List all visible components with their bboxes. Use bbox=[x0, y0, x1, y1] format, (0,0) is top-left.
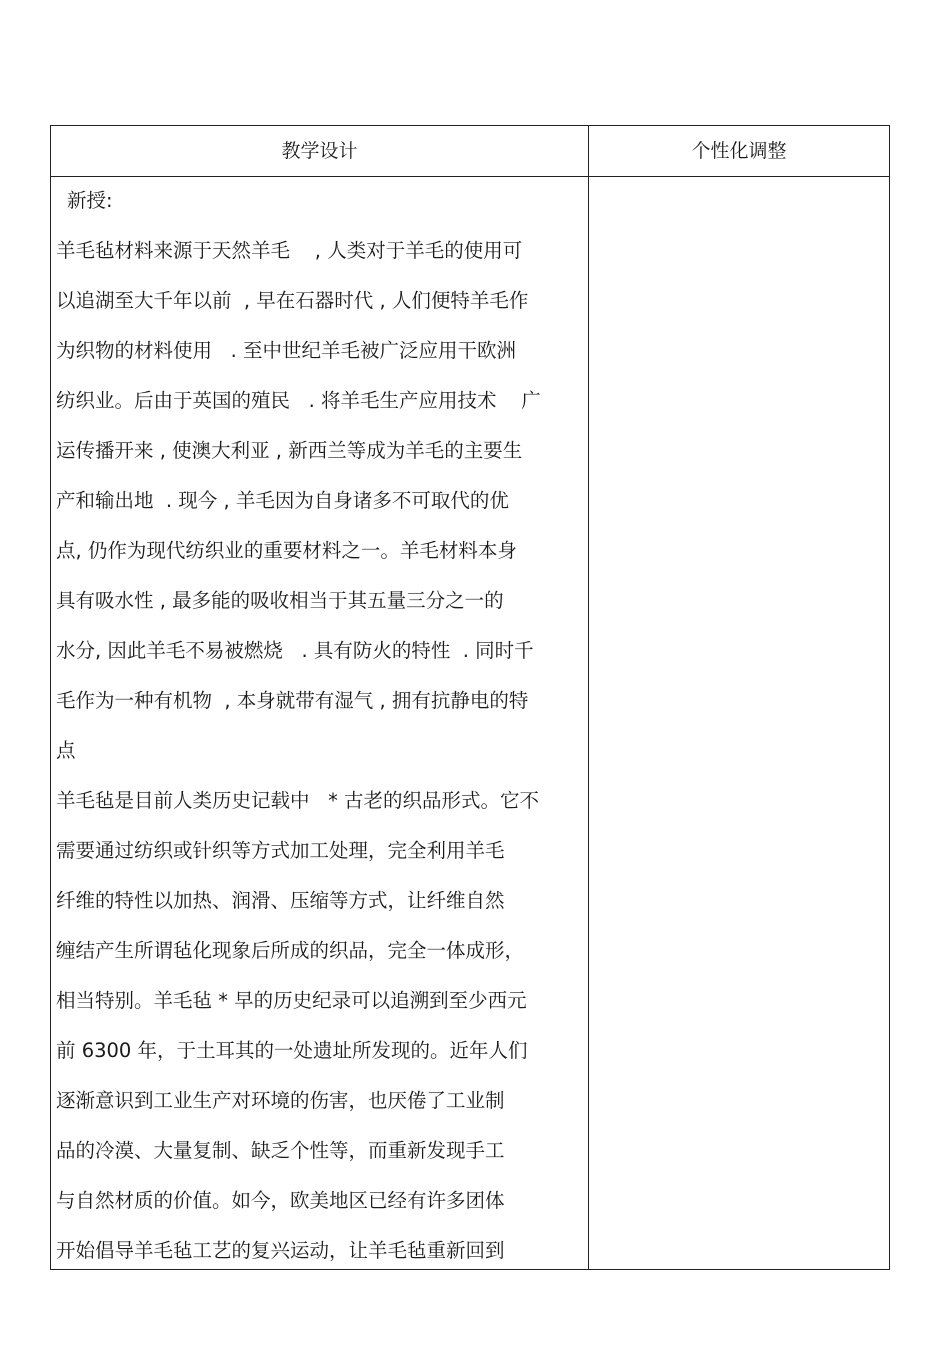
header-teaching-design: 教学设计 bbox=[281, 140, 358, 162]
lesson-table bbox=[50, 125, 890, 1270]
paragraph-line: 点, 仍作为现代纺织业的重要材料之一。羊毛材料本身 bbox=[56, 539, 517, 562]
section-heading: 新授: bbox=[67, 189, 113, 212]
paragraph-line: 逐渐意识到工业生产对环境的伤害，也厌倦了工业制 bbox=[56, 1089, 505, 1112]
paragraph-line: 以追湖至大千年以前 , 早在石器时代 , 人们便特羊毛作 bbox=[56, 289, 529, 312]
paragraph-line: 毛作为一种有机物 , 本身就带有湿气 , 拥有抗静电的特 bbox=[56, 689, 529, 712]
paragraph-line: 纤维的特性以加热、润滑、压缩等方式，让纤维自然 bbox=[56, 889, 505, 912]
paragraph-line: 与自然材质的价值。如今，欧美地区已经有许多团体 bbox=[56, 1189, 505, 1212]
paragraph-line: 点 bbox=[56, 739, 76, 762]
paragraph-line: 为织物的材料使用 . 至中世纪羊毛被广泛应用干欧洲 bbox=[56, 339, 516, 362]
paragraph-line: 需要通过纺织或针织等方式加工处理，完全利用羊毛 bbox=[56, 839, 505, 862]
paragraph-line: 具有吸水性 , 最多能的吸收相当于其五量三分之一的 bbox=[56, 589, 504, 612]
paragraph-line: 产和输出地 . 现今 , 羊毛因为自身诸多不可取代的优 bbox=[56, 489, 509, 512]
paragraph-line: 品的冷漠、大量复制、缺乏个性等，而重新发现手工 bbox=[56, 1139, 505, 1162]
teaching-design-content bbox=[56, 183, 583, 1283]
paragraph-line: 纺织业。后由于英国的殖民 . 将羊毛生产应用技术 广 bbox=[56, 389, 541, 412]
paragraph-line: 缠结产生所谓毡化现象后所成的织品，完全一体成形， bbox=[56, 939, 525, 962]
paragraph-line: 开始倡导羊毛毡工艺的复兴运动，让羊毛毡重新回到 bbox=[56, 1239, 505, 1262]
paragraph-line: 羊毛毡材料来源于天然羊毛 , 人类对于羊毛的使用可 bbox=[56, 239, 523, 262]
paragraph-line: 羊毛毡是目前人类历史记载中 * 古老的织品形式。它不 bbox=[56, 789, 540, 812]
paragraph-line: 相当特别。羊毛毡 * 早的历史纪录可以追溯到至少西元 bbox=[56, 989, 527, 1012]
header-personal-adjustment: 个性化调整 bbox=[691, 140, 787, 162]
paragraph-line: 水分, 因此羊毛不易被燃烧 . 具有防火的特性 . 同时千 bbox=[56, 639, 534, 662]
column-divider bbox=[588, 126, 589, 1269]
paragraph-line: 前 6300 年，于土耳其的一处遗址所发现的。近年人们 bbox=[56, 1039, 528, 1062]
table-header-row bbox=[51, 126, 889, 177]
paragraph-line: 运传播开来 , 使澳大利亚 , 新西兰等成为羊毛的主要生 bbox=[56, 439, 523, 462]
